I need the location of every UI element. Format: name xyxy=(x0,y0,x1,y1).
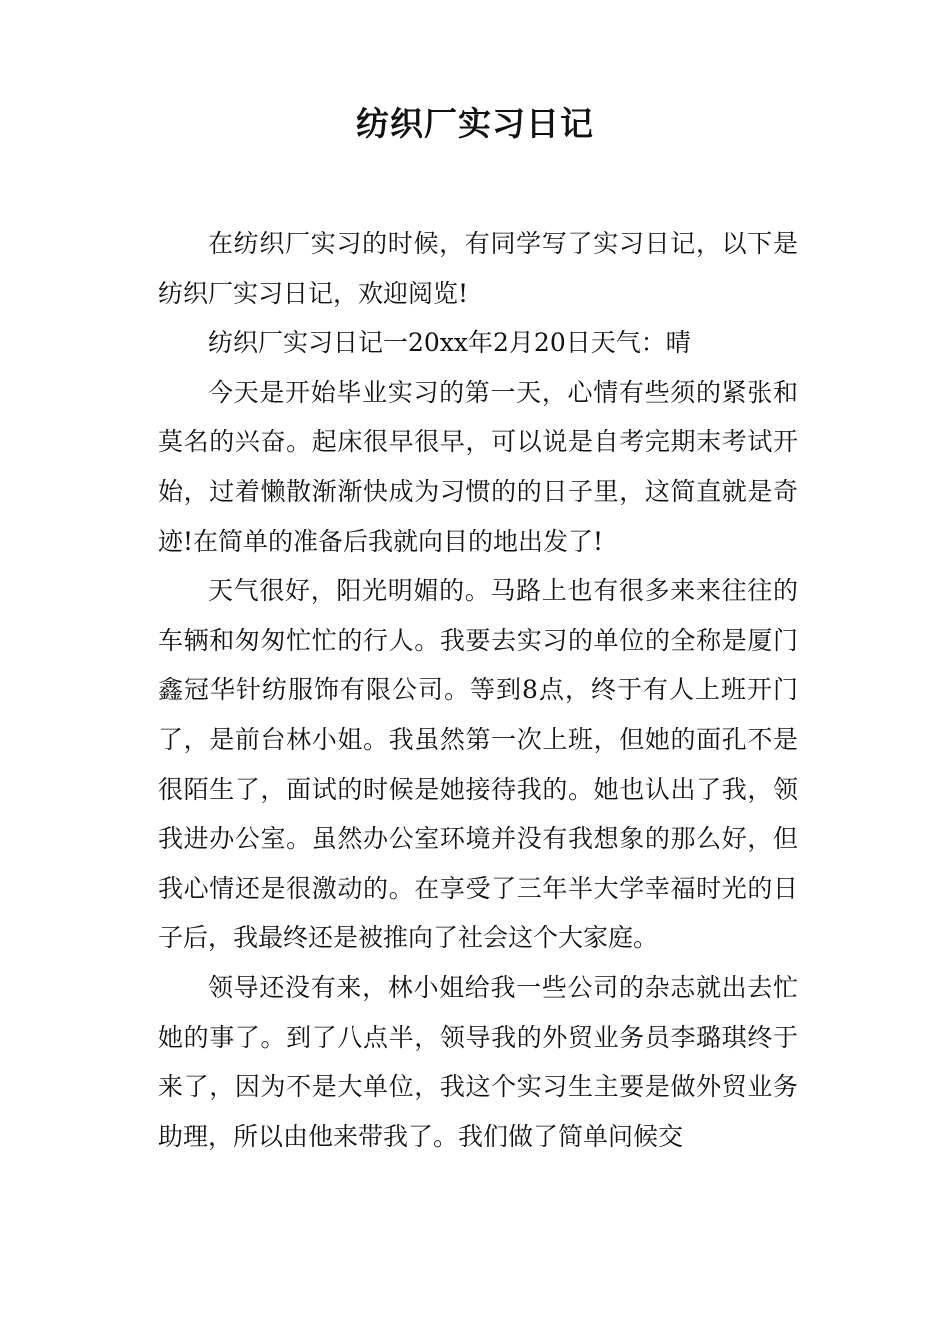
paragraph-entry-heading: 纺织厂实习日记一20xx年2月20日天气：晴 xyxy=(208,328,691,358)
paragraph-weather-company: 天气很好，阳光明媚的。马路上也有很多来来往往的车辆和匆匆忙忙的行人。我要去实习的单位的全称是厦门鑫冠华针纺服饰有限公司。等到8点，终于有人上班开门了，是前台林小姐。我虽然第一次上班，但她的面孔不是很陌生了，面试的时候是她接待我的。她也认出了我，领我进办公室。虽然办公室环境并没有我想象的那么好，但我心情还是很激动的。在享受了三年半大学幸福时光的日子后，我最终还是被推向了社会这个大家庭。 xyxy=(158,576,798,953)
page-title: 纺织厂实习日记 xyxy=(356,104,594,143)
paragraph-intro: 在纺织厂实习的时候，有同学写了实习日记，以下是纺织厂实习日记，欢迎阅览! xyxy=(158,229,798,308)
paragraph-first-day: 今天是开始毕业实习的第一天，心情有些须的紧张和莫名的兴奋。起床很早很早，可以说是自考完期末考试开始，过着懒散渐渐快成为习惯的的日子里，这简直就是奇迹!在简单的准备后我就向目的地出发了! xyxy=(158,377,798,556)
paragraph-leader-arrives: 领导还没有来，林小姐给我一些公司的杂志就出去忙她的事了。到了八点半，领导我的外贸业务员李璐琪终于来了，因为不是大单位，我这个实习生主要是做外贸业务助理，所以由他来带我了。我们做了简单问候交 xyxy=(158,972,798,1151)
document-body xyxy=(158,219,798,1161)
